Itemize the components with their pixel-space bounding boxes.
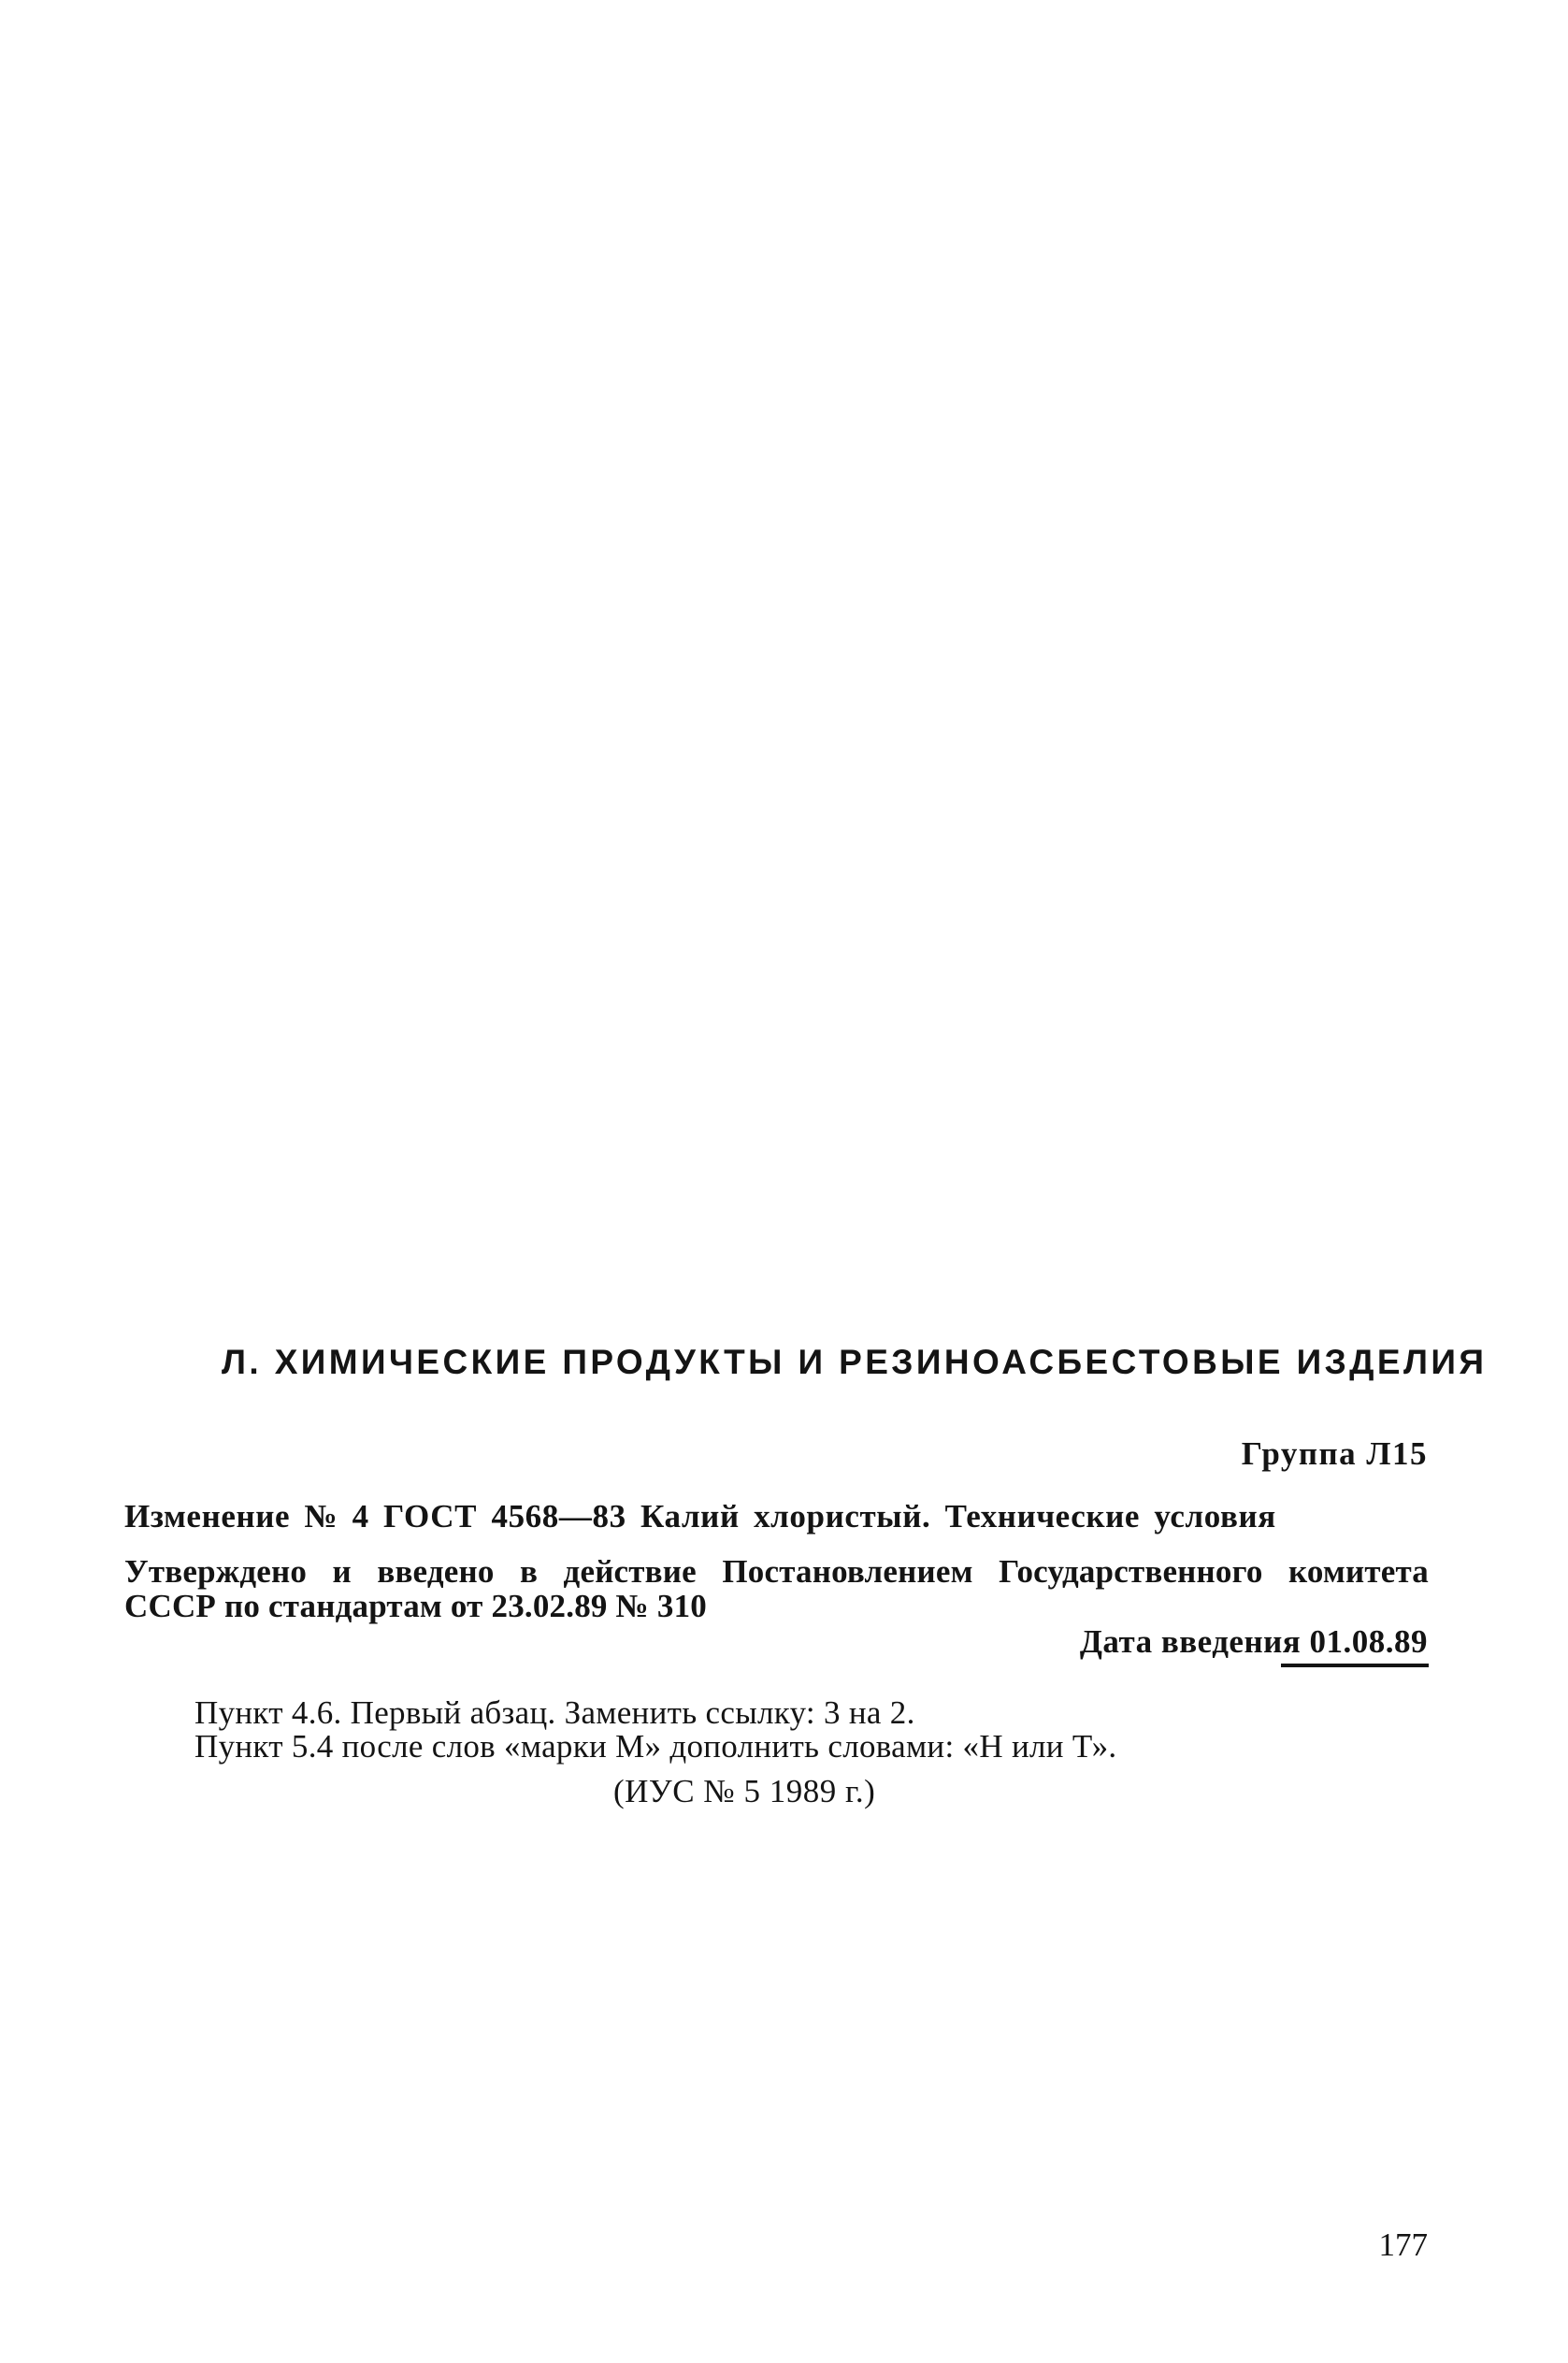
page-number: 177 xyxy=(1378,2226,1428,2263)
introduction-date xyxy=(1080,1625,1428,1658)
source-reference: (ИУС № 5 1989 г.) xyxy=(613,1773,876,1809)
approval-statement-line-1: Утверждено и введено в действие Постановлением Государственного комитета xyxy=(124,1553,1429,1590)
group-code: Группа Л15 xyxy=(1241,1435,1428,1472)
date-underline xyxy=(1281,1664,1429,1667)
approval-statement-line-2: СССР по стандартам от 23.02.89 № 310 xyxy=(124,1588,707,1624)
introduction-date-label: Дата введения xyxy=(1079,1623,1302,1660)
change-title: Изменение № 4 ГОСТ 4568—83 Калий хлористый. Технические условия xyxy=(124,1498,1276,1535)
section-heading: Л. ХИМИЧЕСКИЕ ПРОДУКТЫ И РЕЗИНОАСБЕСТОВЫЕ ИЗДЕЛИЯ xyxy=(222,1343,1488,1381)
paragraph-item: Пункт 4.6. Первый абзац. Заменить ссылку: 3 на 2. xyxy=(194,1694,915,1731)
paragraph-item: Пункт 5.4 после слов «марки М» дополнить словами: «Н или Т». xyxy=(194,1728,1117,1765)
introduction-date-value: 01.08.89 xyxy=(1309,1623,1428,1660)
